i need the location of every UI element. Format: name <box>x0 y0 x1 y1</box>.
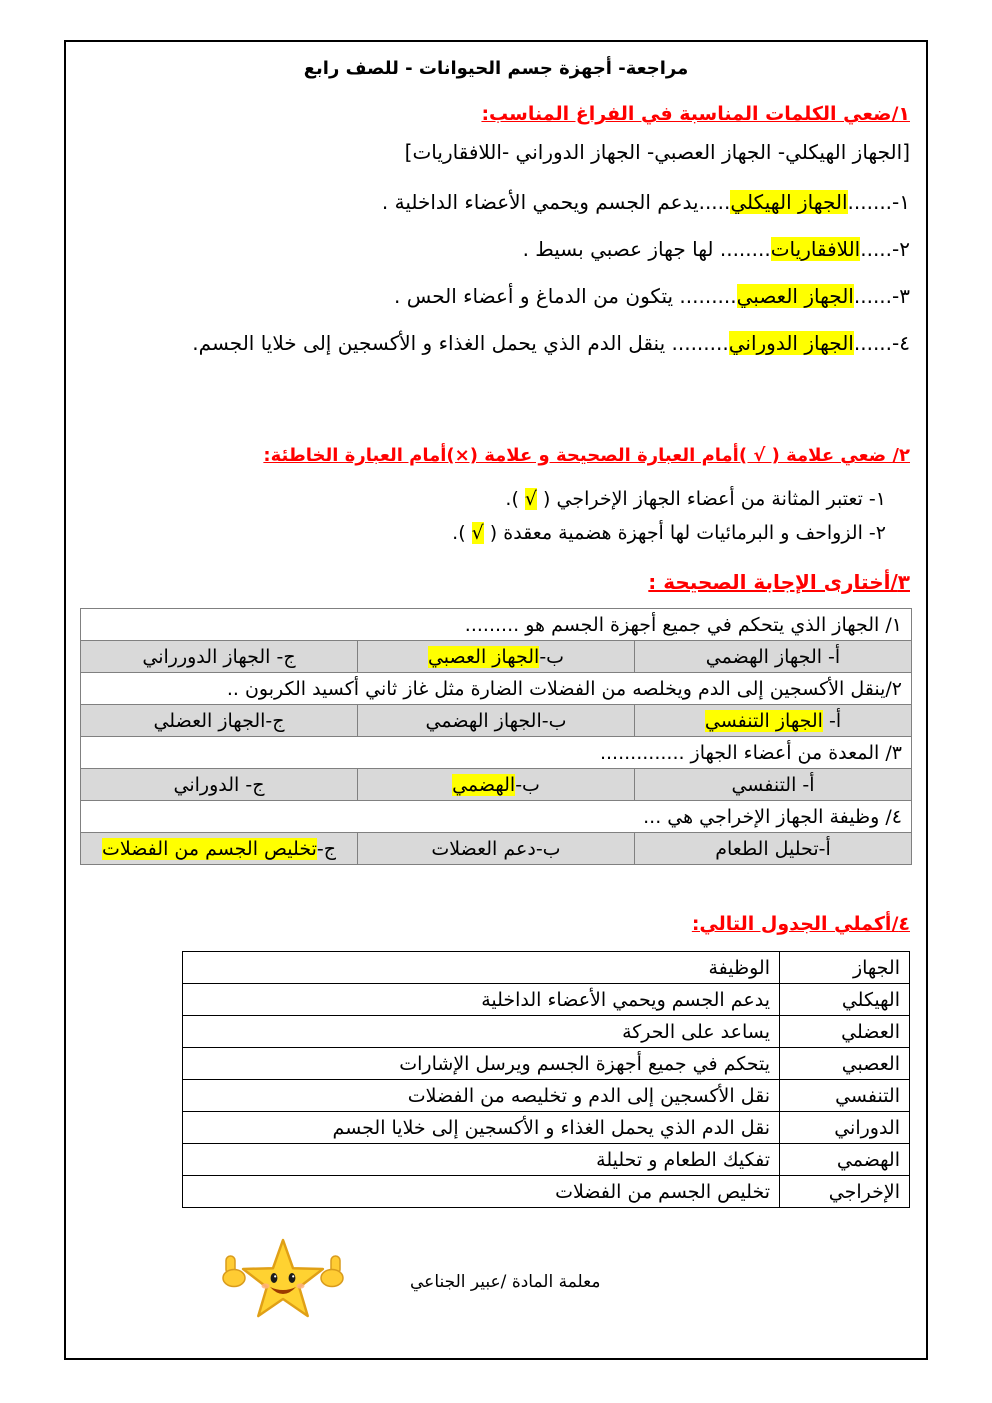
section2-heading: ٢/ ضعي علامة ( √ )أمام العبارة الصحيحة و علامة (×)أمام العبارة الخاطئة: <box>263 445 910 466</box>
teacher-signature: معلمة المادة /عبير الجناعي <box>410 1272 601 1292</box>
section1-heading: ١/ضعي الكلمات المناسبة في الفراغ المناسب: <box>481 103 910 125</box>
option-text: أ- التنفسي <box>731 773 815 796</box>
fill-prefix: ٣-...... <box>853 284 910 308</box>
mcq-question-text: ١/ الجهاز الذي يتحكم في جميع أجهزة الجسم هو ......... <box>81 609 912 641</box>
star-mascot-icon <box>220 1236 346 1328</box>
footer <box>80 1236 912 1328</box>
page-border <box>64 40 928 1360</box>
function-cell: يتحكم في جميع أجهزة الجسم ويرسل الإشارات <box>183 1048 780 1080</box>
system-cell: الدوراني <box>780 1112 910 1144</box>
option-text: أ- <box>822 709 842 732</box>
system-cell: الهضمي <box>780 1144 910 1176</box>
statement-close: ). <box>452 522 472 544</box>
option-text: أ-تحليل الطعام <box>715 837 831 860</box>
mcq-question-text: ٣/ المعدة من أعضاء الجهاز .............. <box>81 737 912 769</box>
table-row <box>183 984 910 1016</box>
option-text: ج- <box>316 837 337 860</box>
option-text: ج- الدوراني <box>173 773 265 796</box>
word-bank: [الجهاز الهيكلي- الجهاز العصبي- الجهاز الدوراني -اللافقاريات] <box>404 140 910 164</box>
answer-highlight: الجهاز الهيكلي <box>730 190 848 214</box>
function-cell: يساعد على الحركة <box>183 1016 780 1048</box>
thumbs-up-right <box>321 1256 343 1287</box>
system-cell: الهيكلي <box>780 984 910 1016</box>
mcq-table <box>80 608 912 865</box>
checkmark-highlight: √ <box>524 488 538 510</box>
table-row <box>183 1176 910 1208</box>
mcq-option-c <box>81 769 358 801</box>
mcq-question-row-1 <box>81 609 912 641</box>
answer-highlight: الجهاز العصبي <box>736 284 854 308</box>
section3-heading: ٣/أختارى الإجابة الصحيحة : <box>648 570 910 594</box>
header-function-cell: الوظيفة <box>183 952 780 984</box>
statement-text: ١- تعتبر المثانة من أعضاء الجهاز الإخراجي ( <box>537 488 886 510</box>
mcq-options-row-2 <box>81 705 912 737</box>
fill-prefix: ١-....... <box>847 190 910 214</box>
mcq-option-b <box>358 705 635 737</box>
function-cell: تفكيك الطعام و تحليلة <box>183 1144 780 1176</box>
system-cell: العضلي <box>780 1016 910 1048</box>
mcq-options-row-3 <box>81 769 912 801</box>
option-text: ج-الجهاز العضلي <box>153 709 285 732</box>
fill-prefix: ٤-...... <box>853 331 910 355</box>
mcq-question-row-4 <box>81 801 912 833</box>
table-row <box>183 1080 910 1112</box>
function-cell: يدعم الجسم ويحمي الأعضاء الداخلية <box>183 984 780 1016</box>
table-row <box>183 1048 910 1080</box>
mcq-question-row-2 <box>81 673 912 705</box>
mcq-question-row-3 <box>81 737 912 769</box>
fill-suffix: ......... ينقل الدم الذي يحمل الغذاء و الأكسجين إلى خلايا الجسم. <box>192 331 729 355</box>
page-title: مراجعة- أجهزة جسم الحيوانات - للصف رابع <box>303 58 689 79</box>
fill-blank-line-3 <box>82 273 910 320</box>
mcq-option-a <box>635 641 912 673</box>
table-row <box>183 1144 910 1176</box>
true-false-line-1 <box>80 482 912 516</box>
table-row <box>183 1112 910 1144</box>
option-text: ب-دعم العضلات <box>431 837 561 860</box>
section4-heading: ٤/أكملي الجدول التالي: <box>691 913 910 935</box>
option-answer-highlight: الهضمي <box>452 773 516 796</box>
table-header-row <box>183 952 910 984</box>
option-text: ب- <box>539 645 565 668</box>
option-text: ب-الجهاز الهضمي <box>425 709 567 732</box>
mcq-options-row-4 <box>81 833 912 865</box>
option-answer-highlight: الجهاز العصبي <box>427 645 540 668</box>
fill-suffix: .....يدعم الجسم ويحمي الأعضاء الداخلية . <box>381 190 731 214</box>
mcq-option-c <box>81 705 358 737</box>
option-text: ج- الجهاز الدورراني <box>142 645 296 668</box>
checkmark-highlight: √ <box>471 522 484 544</box>
mcq-option-b <box>358 769 635 801</box>
mcq-option-b <box>358 641 635 673</box>
answer-highlight: الجهاز الدوراني <box>728 331 854 355</box>
mcq-question-text: ٤/ وظيفة الجهاز الإخراجي هي ... <box>81 801 912 833</box>
mcq-question-text: ٢/ينقل الأكسجين إلى الدم ويخلصه من الفضلات الضارة مثل غاز ثاني أكسيد الكربون .. <box>81 673 912 705</box>
function-cell: تخليص الجسم من الفضلات <box>183 1176 780 1208</box>
option-answer-highlight: تخليص الجسم من الفضلات <box>101 837 317 860</box>
statement-text: ٢- الزواحف و البرمائيات لها أجهزة هضمية معقدة ( <box>483 522 886 544</box>
system-cell: الإخراجي <box>780 1176 910 1208</box>
mcq-option-c <box>81 833 358 865</box>
system-cell: العصبي <box>780 1048 910 1080</box>
table-row <box>183 1016 910 1048</box>
fill-blank-line-1 <box>82 179 910 226</box>
option-text: ب- <box>515 773 540 796</box>
fill-prefix: ٢-..... <box>860 237 910 261</box>
statement-close: ). <box>505 488 525 510</box>
fill-suffix: ......... يتكون من الدماغ و أعضاء الحس . <box>394 284 737 308</box>
mcq-option-a <box>635 769 912 801</box>
fill-blank-line-4 <box>82 320 910 367</box>
option-answer-highlight: الجهاز التنفسي <box>704 709 823 732</box>
option-text: أ- الجهاز الهضمي <box>705 645 841 668</box>
systems-table <box>182 951 910 1208</box>
mcq-option-b <box>358 833 635 865</box>
header-system-cell: الجهاز <box>780 952 910 984</box>
mcq-options-row-1 <box>81 641 912 673</box>
answer-highlight: اللافقاريات <box>770 237 861 261</box>
mcq-option-c <box>81 641 358 673</box>
fill-blank-line-2 <box>82 226 910 273</box>
fill-suffix: ........ لها جهاز عصبي بسيط . <box>522 237 771 261</box>
mcq-option-a <box>635 833 912 865</box>
thumbs-up-left <box>223 1256 245 1287</box>
function-cell: نقل الأكسجين إلى الدم و تخليصه من الفضلات <box>183 1080 780 1112</box>
mcq-option-a <box>635 705 912 737</box>
function-cell: نقل الدم الذي يحمل الغذاء و الأكسجين إلى خلايا الجسم <box>183 1112 780 1144</box>
true-false-line-2 <box>80 516 912 550</box>
system-cell: التنفسي <box>780 1080 910 1112</box>
